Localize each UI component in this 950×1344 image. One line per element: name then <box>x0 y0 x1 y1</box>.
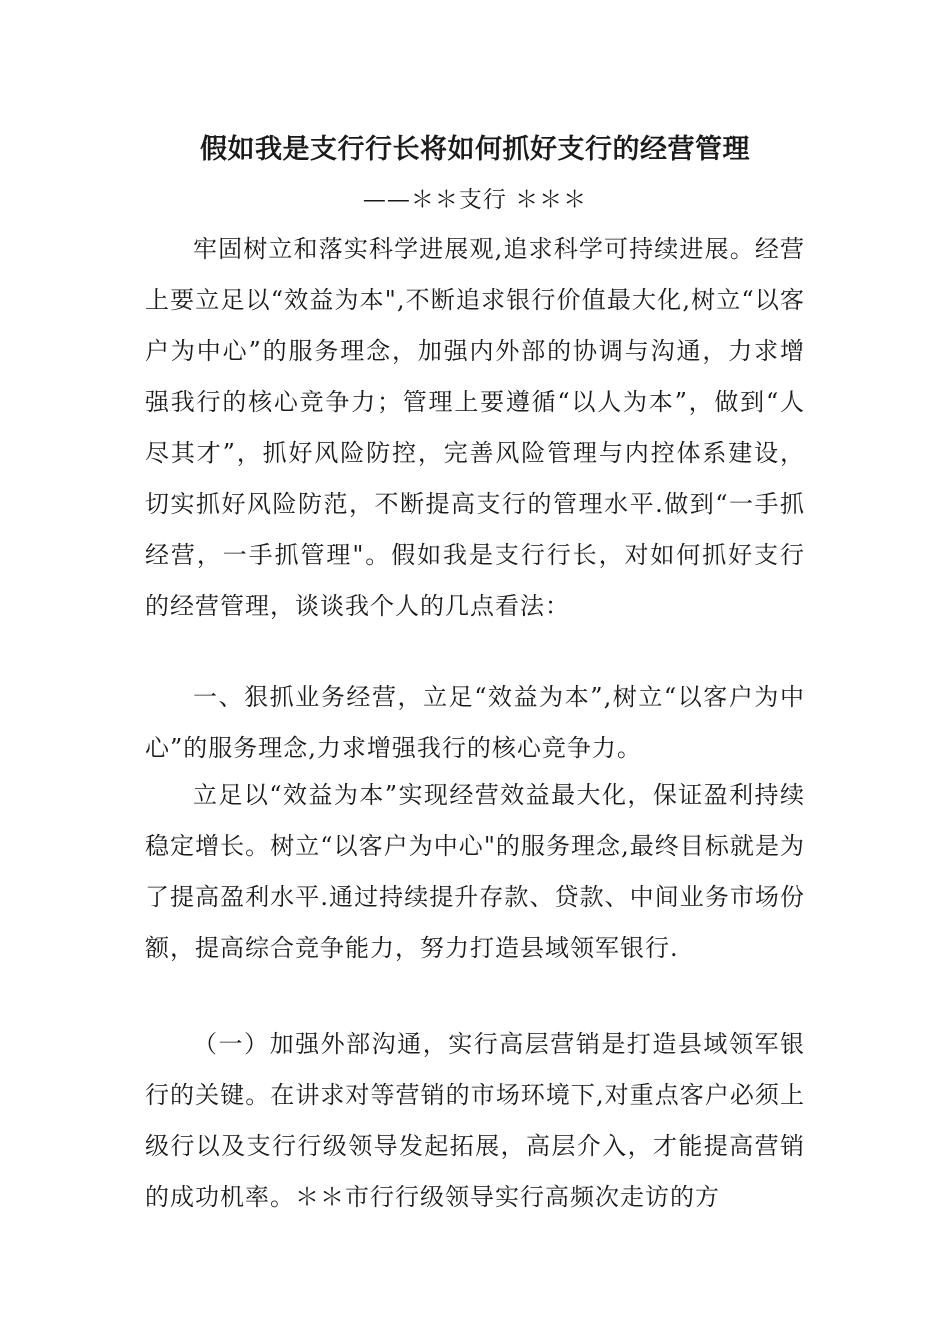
document-title: 假如我是支行行长将如何抓好支行的经营管理 <box>200 134 750 165</box>
body-paragraph: 牢固树立和落实科学进展观,追求科学可持续进展。经营上要立足以“效益为本",不断追求银行价值最大化,树立“以客户为中心”的服务理念，加强内外部的协调与沟通，力求增强我行的核心竞争力；管理上要遵循“以人为本”，做到“人尽其才”，抓好风险防控，完善风险管理与内控体系建设，切实抓好风险防范，不断提高支行的管理水平.做到“一手抓经营，一手抓管理"。假如我是支行行长，对如何抓好支行的经营管理，谈谈我个人的几点看法： <box>145 235 805 620</box>
body-paragraph: 立足以“效益为本”实现经营效益最大化，保证盈利持续稳定增长。树立“以客户为中心"的服务理念,最终目标就是为了提高盈利水平.通过持续提升存款、贷款、中间业务市场份额，提高综合竞争能力，努力打造县域领军银行. <box>145 781 805 962</box>
section-heading-paragraph: 一、狠抓业务经营，立足“效益为本”,树立“以客户为中心”的服务理念,力求增强我行的核心竞争力。 <box>145 683 805 762</box>
body-paragraph: （一）加强外部沟通，实行高层营销是打造县域领军银行的关键。在讲求对等营销的市场环境下,对重点客户必须上级行以及支行行级领导发起拓展，高层介入，才能提高营销的成功机率。＊＊市行行级领导实行高频次走访的方 <box>145 1030 805 1211</box>
document-byline: ——＊＊支行 ＊＊＊ <box>362 187 588 213</box>
